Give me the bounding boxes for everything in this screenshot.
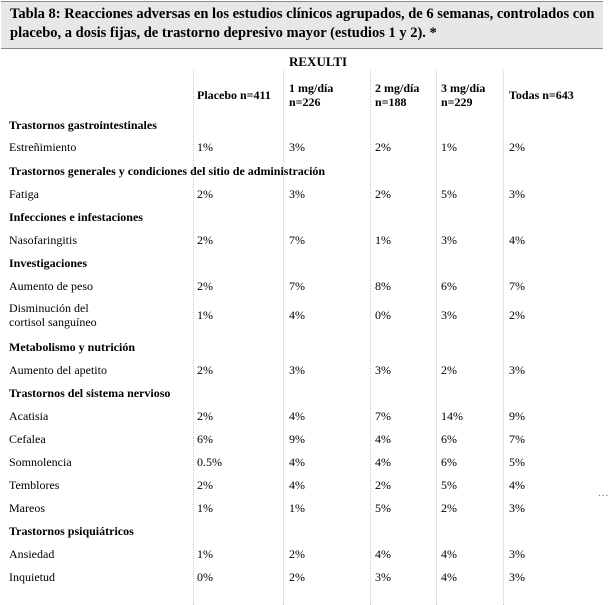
row-label: Fatiga	[9, 187, 39, 201]
value-cell-all: 2%	[509, 308, 525, 322]
row-label: Aumento del apetito	[9, 363, 107, 377]
column-header-3mg-dose: 3 mg/día	[441, 81, 486, 95]
value-cell-placebo: 0.5%	[197, 455, 222, 469]
row-label: Cefalea	[9, 432, 46, 446]
section-header: Trastornos del sistema nervioso	[9, 386, 171, 400]
column-divider	[370, 70, 371, 605]
drug-group-header: REXULTI	[289, 54, 348, 69]
value-cell-all: 3%	[509, 363, 525, 377]
value-cell-2mg: 0%	[375, 308, 391, 322]
value-cell-placebo: 2%	[197, 409, 213, 423]
column-header-1mg	[289, 81, 333, 109]
row-label: Somnolencia	[9, 455, 72, 469]
column-header-2mg-n: n=188	[375, 95, 407, 109]
section-header: Infecciones e infestaciones	[9, 210, 143, 224]
column-header-3mg-n: n=229	[441, 95, 473, 109]
value-cell-placebo: 1%	[197, 308, 213, 322]
value-cell-2mg: 2%	[375, 478, 391, 492]
value-cell-placebo: 0%	[197, 570, 213, 584]
section-header: Trastornos psiquiátricos	[9, 524, 134, 538]
column-divider	[503, 70, 504, 605]
value-cell-all: 9%	[509, 409, 525, 423]
column-header-all: Todas n=643	[509, 88, 574, 102]
value-cell-2mg: 2%	[375, 187, 391, 201]
row-label-continued: cortisol sanguíneo	[9, 315, 97, 329]
column-header-2mg-dose: 2 mg/día	[375, 81, 420, 95]
section-header: Trastornos generales y condiciones del sitio de administración	[9, 164, 326, 178]
value-cell-placebo: 2%	[197, 363, 213, 377]
value-cell-1mg: 3%	[289, 363, 305, 377]
value-cell-placebo: 2%	[197, 478, 213, 492]
value-cell-3mg: 6%	[441, 432, 457, 446]
value-cell-placebo: 2%	[197, 233, 213, 247]
value-cell-1mg: 7%	[289, 279, 305, 293]
column-header-3mg	[441, 81, 485, 109]
value-cell-1mg: 1%	[289, 501, 305, 515]
column-header-placebo: Placebo n=411	[197, 88, 271, 102]
value-cell-all: 3%	[509, 547, 525, 561]
value-cell-1mg: 3%	[289, 140, 305, 154]
row-label: Ansiedad	[9, 547, 55, 561]
value-cell-1mg: 4%	[289, 478, 305, 492]
table-title: Tabla 8: Reacciones adversas en los estudios clínicos agrupados, de 6 semanas, controlados con placebo, a dosis fijas, de trastorno depresivo mayor (estudios 1 y 2). *	[1, 1, 603, 49]
value-cell-1mg: 2%	[289, 547, 305, 561]
column-divider	[283, 70, 284, 605]
row-label: Aumento de peso	[9, 279, 93, 293]
column-header-2mg	[375, 81, 419, 109]
value-cell-3mg: 6%	[441, 279, 457, 293]
value-cell-all: 4%	[509, 233, 525, 247]
row-label: Nasofaringitis	[9, 233, 77, 247]
value-cell-2mg: 8%	[375, 279, 391, 293]
value-cell-placebo: 6%	[197, 432, 213, 446]
section-header: Metabolismo y nutrición	[9, 340, 135, 354]
value-cell-all: 3%	[509, 187, 525, 201]
value-cell-all: 7%	[509, 279, 525, 293]
value-cell-all: 7%	[509, 432, 525, 446]
value-cell-3mg: 5%	[441, 478, 457, 492]
value-cell-1mg: 9%	[289, 432, 305, 446]
value-cell-2mg: 7%	[375, 409, 391, 423]
value-cell-3mg: 1%	[441, 140, 457, 154]
value-cell-placebo: 1%	[197, 547, 213, 561]
value-cell-3mg: 4%	[441, 547, 457, 561]
value-cell-3mg: 4%	[441, 570, 457, 584]
value-cell-3mg: 2%	[441, 363, 457, 377]
column-header-1mg-n: n=226	[289, 95, 321, 109]
section-header: Trastornos gastrointestinales	[9, 118, 157, 132]
row-label: Mareos	[9, 501, 45, 515]
value-cell-2mg: 2%	[375, 140, 391, 154]
value-cell-all: 3%	[509, 501, 525, 515]
value-cell-placebo: 1%	[197, 140, 213, 154]
value-cell-2mg: 3%	[375, 363, 391, 377]
value-cell-1mg: 4%	[289, 409, 305, 423]
value-cell-all: 5%	[509, 455, 525, 469]
value-cell-1mg: 3%	[289, 187, 305, 201]
value-cell-2mg: 1%	[375, 233, 391, 247]
value-cell-2mg: 4%	[375, 547, 391, 561]
value-cell-3mg: 3%	[441, 233, 457, 247]
value-cell-3mg: 2%	[441, 501, 457, 515]
value-cell-1mg: 4%	[289, 308, 305, 322]
value-cell-1mg: 7%	[289, 233, 305, 247]
section-header: Investigaciones	[9, 256, 87, 270]
value-cell-3mg: 14%	[441, 409, 463, 423]
value-cell-3mg: 6%	[441, 455, 457, 469]
row-label: Disminución del	[9, 301, 89, 315]
margin-dots: ...	[598, 487, 609, 499]
value-cell-placebo: 1%	[197, 501, 213, 515]
value-cell-all: 3%	[509, 570, 525, 584]
column-header-1mg-dose: 1 mg/día	[289, 81, 334, 95]
column-divider	[193, 70, 194, 605]
value-cell-all: 2%	[509, 140, 525, 154]
column-divider	[436, 70, 437, 605]
value-cell-placebo: 2%	[197, 279, 213, 293]
value-cell-3mg: 5%	[441, 187, 457, 201]
value-cell-placebo: 2%	[197, 187, 213, 201]
row-label: Temblores	[9, 478, 60, 492]
value-cell-2mg: 4%	[375, 432, 391, 446]
value-cell-all: 4%	[509, 478, 525, 492]
value-cell-1mg: 4%	[289, 455, 305, 469]
value-cell-2mg: 3%	[375, 570, 391, 584]
row-label: Acatisia	[9, 409, 49, 423]
row-label: Estreñimiento	[9, 140, 77, 154]
value-cell-2mg: 5%	[375, 501, 391, 515]
value-cell-2mg: 4%	[375, 455, 391, 469]
row-label: Inquietud	[9, 570, 55, 584]
adverse-reactions-table	[0, 50, 608, 605]
value-cell-3mg: 3%	[441, 308, 457, 322]
value-cell-1mg: 2%	[289, 570, 305, 584]
